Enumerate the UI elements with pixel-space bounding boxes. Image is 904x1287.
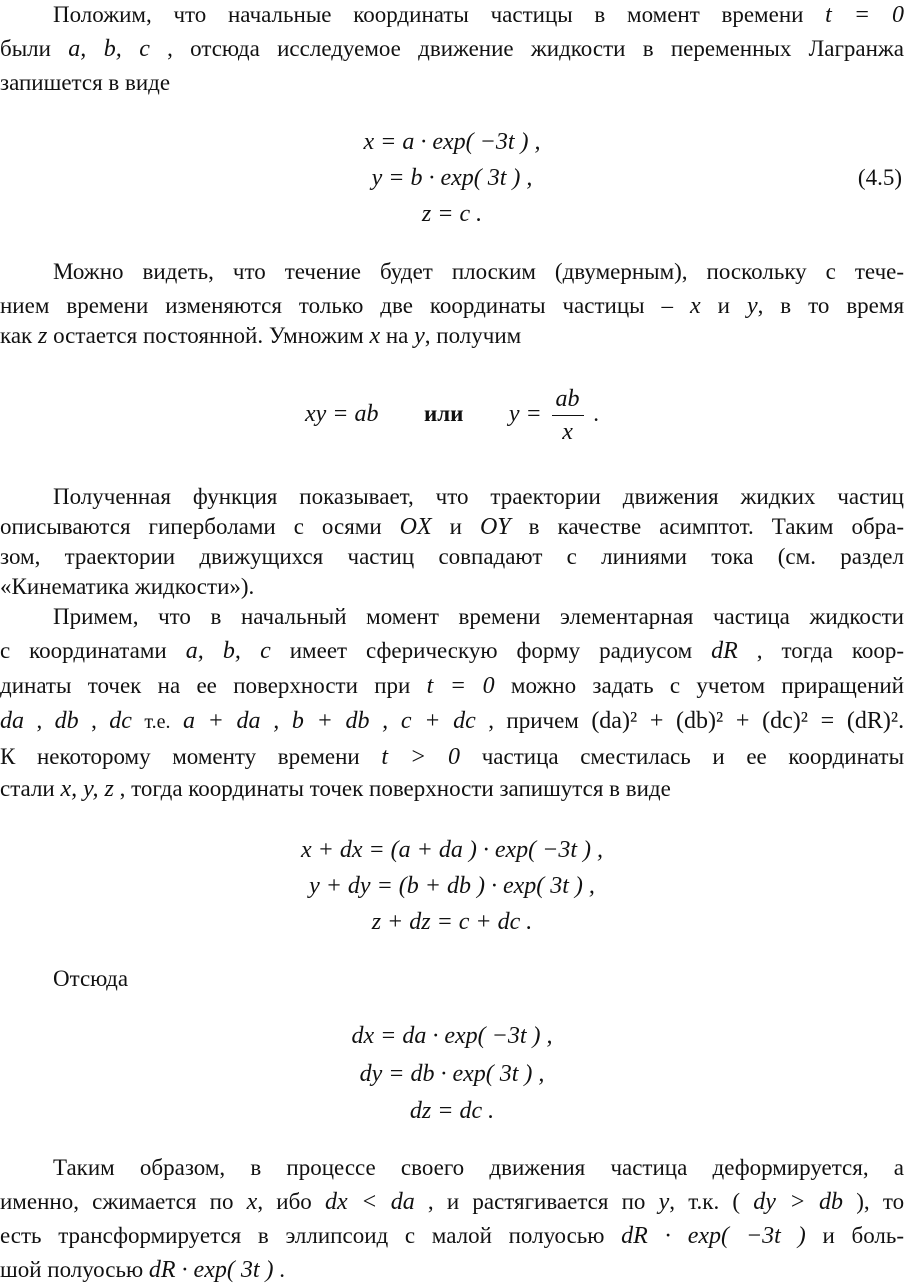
text: , получим [424, 323, 522, 348]
equation-xy [0, 384, 904, 446]
text: Отсюда [53, 966, 129, 991]
text: , причем [488, 708, 579, 733]
text: Примем, что в начальный момент времени элементарная частица жидкости [53, 604, 904, 629]
math-major-semiaxis: dR · exp( 3t ) [148, 1257, 274, 1283]
equation-number: (4.5) [857, 165, 902, 190]
text: можно задать с учетом приращений [510, 673, 904, 698]
paragraph-6-line-1 [0, 1153, 904, 1183]
text: Положим, что начальные координаты частицы в момент времени [53, 2, 804, 27]
equation-diff-row-3 [0, 1096, 904, 1126]
equation-4-5-row-1-text: x = a · exp( −3t ) , [363, 129, 541, 155]
paragraph-1-line-3 [0, 68, 904, 98]
paragraph-5-line-1 [0, 964, 904, 994]
math-dr: dR [711, 638, 738, 664]
text: , в то время [757, 293, 904, 318]
text: Можно видеть, что течение будет плоским (двумерным), поскольку с тече- [53, 259, 904, 284]
text: и [717, 293, 730, 318]
text: зом, траектории движущихся частиц совпадают с линиями тока (см. раздел [0, 544, 904, 569]
paragraph-4-line-3 [0, 671, 904, 701]
math-dy-greater-db: dy > db [753, 1189, 844, 1215]
equation-4-5-row-1 [0, 127, 904, 157]
text: описываются гиперболами с осями [0, 514, 382, 539]
eq-diff-row-2: dy = db · exp( 3t ) , [359, 1061, 545, 1087]
equation-displacement-row-1 [0, 835, 904, 865]
text: Полученная функция показывает, что траектории движения жидких частиц [53, 484, 904, 509]
text: «Кинематика жидкости»). [0, 574, 255, 599]
paragraph-4-line-4: da , db , dc т.е. a + da , b + db , c + dc , причем (da)² + (db)² + (dc)² = (dR)². [0, 708, 904, 734]
paragraph-4-line-1 [0, 602, 904, 632]
equation-diff-row-2 [0, 1059, 904, 1089]
text: шой полуосью [0, 1257, 144, 1282]
paragraph-2-line-3 [0, 321, 904, 351]
text: частица сместилась и ее координаты [481, 744, 904, 769]
paragraph-1-line-1 [0, 0, 904, 30]
paragraph-1-line-2 [0, 34, 904, 64]
eq-disp-row-3: z + dz = c + dc . [371, 909, 533, 935]
paragraph-2-line-1 [0, 257, 904, 287]
math-oy: OY [479, 514, 511, 540]
math-x: x [690, 293, 701, 319]
text: как [0, 323, 33, 348]
text: и боль- [822, 1223, 904, 1248]
math-abc: a, b, c [68, 36, 150, 62]
math-da: da [0, 708, 24, 734]
math-x: x [246, 1189, 258, 1215]
equation-4-5-row-2 [0, 163, 904, 193]
math-db: db [54, 708, 79, 734]
eq-diff-row-1: dx = da · exp( −3t ) , [351, 1023, 553, 1049]
paragraph-6-line-4 [0, 1255, 904, 1285]
text: , отсюда исследуемое движение жидкости в переменных Лагранжа [167, 36, 904, 61]
math-y: y [658, 1189, 670, 1215]
fraction-numerator: ab [552, 385, 584, 416]
paragraph-3-line-3 [0, 542, 904, 572]
math-increments: a + da , b + db , c + dc [182, 708, 476, 734]
text: были [0, 36, 51, 61]
paragraph-3-line-1 [0, 482, 904, 512]
paragraph-4-line-2 [0, 636, 904, 666]
math-t-zero: t = 0 [426, 673, 495, 699]
text: на [385, 323, 409, 348]
eq-xy-lhs: y = [508, 401, 542, 427]
equation-4-5-row-3 [0, 199, 904, 229]
math-dx-less-da: dx < da [324, 1189, 415, 1215]
paragraph-4-line-6 [0, 774, 904, 804]
paragraph-6-line-3 [0, 1221, 904, 1251]
math-sphere-eq: (da)² + (db)² + (dc)² = (dR)². [591, 708, 904, 734]
eq-xy-or: или [423, 401, 464, 426]
text: есть трансформируется в эллипсоид с малой полуосью [0, 1223, 605, 1248]
math-t-zero: t = 0 [825, 2, 904, 28]
text: Таким образом, в процессе своего движения частица деформируется, а [53, 1155, 904, 1180]
math-x: x [369, 323, 381, 349]
text: , и растягивается по [427, 1189, 646, 1214]
math-y: y [746, 293, 758, 319]
paragraph-3-line-4 [0, 572, 904, 602]
text: запишется в виде [0, 70, 171, 95]
equation-displacement-row-3 [0, 907, 904, 937]
text: , ибо [257, 1189, 312, 1214]
eq-dot: . [593, 401, 600, 426]
text: имеет сферическую форму радиусом [289, 638, 693, 663]
text: ), то [856, 1189, 904, 1214]
text: остается постоянной. Умножим [53, 323, 364, 348]
text: с координатами [0, 638, 167, 663]
text: , тогда координаты точек поверхности запишутся в виде [119, 776, 671, 801]
text: нием времени изменяются только две координаты частицы – [0, 293, 674, 318]
equation-4-5-row-2-text: y = b · exp( 3t ) , [371, 165, 533, 191]
paragraph-2-line-2 [0, 291, 904, 321]
math-dc: dc [109, 708, 132, 734]
equation-diff-row-1 [0, 1021, 904, 1051]
text: . [279, 1257, 286, 1282]
text: т.е. [144, 711, 171, 733]
math-ox: OX [399, 514, 432, 540]
fraction-denominator: x [562, 419, 573, 446]
math-y: y [414, 323, 425, 349]
eq-diff-row-3: dz = dc . [409, 1098, 495, 1124]
text: и [449, 514, 462, 539]
eq-disp-row-2: y + dy = (b + db ) · exp( 3t ) , [309, 873, 595, 899]
math-minor-semiaxis: dR · exp( −3t ) [621, 1223, 806, 1249]
paragraph-6-line-2 [0, 1187, 904, 1217]
text: динаты точек на ее поверхности при [0, 673, 411, 698]
math-abc: a, b, c [185, 638, 271, 664]
paragraph-4-line-5 [0, 742, 904, 772]
math-z: z [37, 323, 48, 349]
fraction [552, 385, 584, 446]
equation-4-5-row-3-text: z = c . [421, 201, 483, 227]
text: , т.к. ( [669, 1189, 741, 1214]
equation-displacement-row-2 [0, 871, 904, 901]
text: К некоторому моменту времени [0, 744, 360, 769]
text: в качестве асимптот. Таким обра- [528, 514, 904, 539]
text: стали [0, 776, 55, 801]
text: именно, сжимается по [0, 1189, 234, 1214]
math-t-positive: t > 0 [381, 744, 461, 770]
math-xyz: x, y, z [60, 776, 114, 802]
text: , тогда коор- [756, 638, 904, 663]
eq-xy-left: xy = ab [304, 401, 379, 427]
paragraph-3-line-2 [0, 512, 904, 542]
eq-disp-row-1: x + dx = (a + da ) · exp( −3t ) , [300, 837, 604, 863]
